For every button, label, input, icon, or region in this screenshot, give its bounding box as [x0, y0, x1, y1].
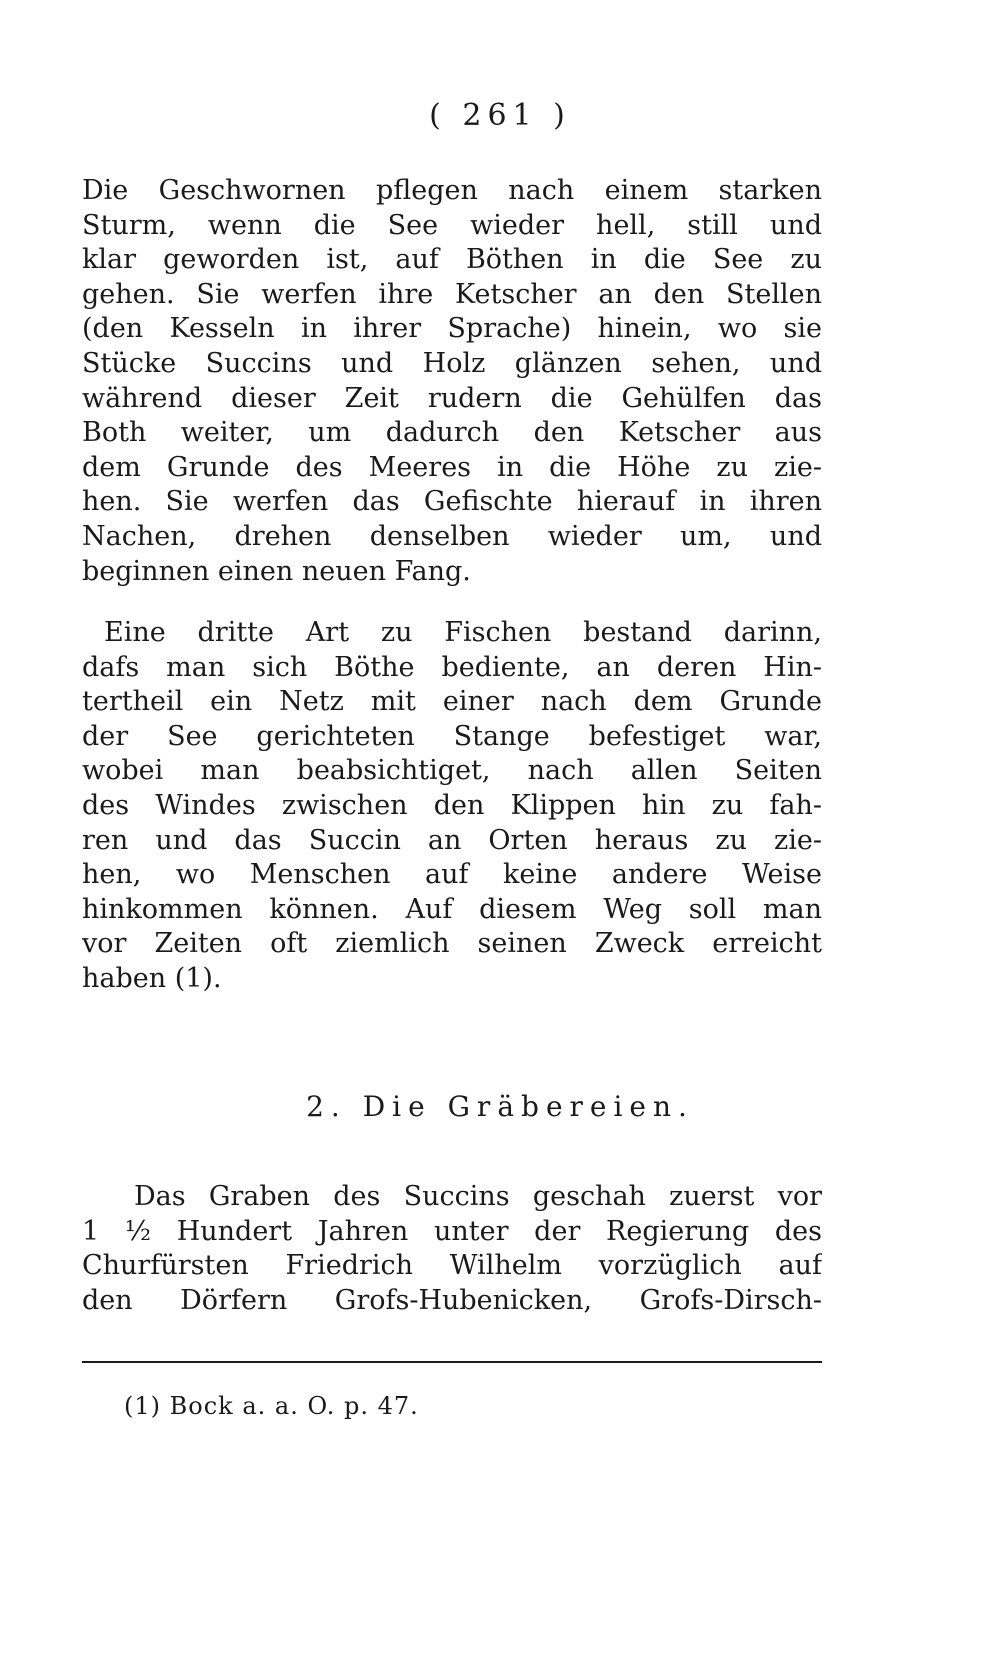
paragraph-geschwornen: [82, 174, 822, 589]
text-line: ren und das Succin an Orten heraus zu zie-: [82, 824, 822, 856]
text-line: wobei man beabsichtiget, nach allen Seiten: [82, 755, 822, 787]
text-line: des Windes zwischen den Klippen hin zu fah-: [82, 789, 822, 821]
text-line: Das Graben des Succins geschah zuerst vor: [134, 1181, 822, 1212]
text-line: dem Grunde des Meeres in die Höhe zu zie-: [82, 451, 822, 483]
text-line: klar geworden ist, auf Böthen in die See zu: [82, 244, 822, 276]
text-line: Nachen, drehen denselben wieder um, und: [82, 520, 822, 552]
text-line: beginnen einen neuen Fang.: [82, 555, 471, 587]
text-line: den Dörfern Grofs-Hubenicken, Grofs-Dirsch-: [82, 1284, 822, 1316]
paragraph-graben: [82, 1180, 822, 1318]
footnote: (1) Bock a. a. O. p. 47.: [124, 1392, 419, 1420]
text-line: (den Kesseln in ihrer Sprache) hinein, wo sie: [82, 313, 822, 345]
text-line: tertheil ein Netz mit einer nach dem Grunde: [82, 686, 822, 718]
text-line: hen, wo Menschen auf keine andere Weise: [82, 859, 822, 891]
paragraph-dritte-art: [82, 616, 822, 997]
text-line: gehen. Sie werfen ihre Ketscher an den Stellen: [82, 278, 822, 310]
text-line: Churfürsten Friedrich Wilhelm vorzüglich auf: [82, 1250, 822, 1282]
text-line: Both weiter, um dadurch den Ketscher aus: [82, 417, 822, 449]
text-line: Stücke Succins und Holz glänzen sehen, und: [82, 347, 822, 379]
text-line: der See gerichteten Stange befestiget war,: [82, 720, 822, 752]
text-line: haben (1).: [82, 962, 222, 994]
text-line: 1 ½ Hundert Jahren unter der Regierung des: [82, 1215, 822, 1247]
text-line: hen. Sie werfen das Gefischte hierauf in ihren: [82, 486, 822, 518]
page-number: ( 261 ): [429, 98, 571, 133]
text-line: vor Zeiten oft ziemlich seinen Zweck erreicht: [82, 928, 822, 960]
footnote-divider: [82, 1361, 822, 1363]
text-line: dafs man sich Böthe bediente, an deren Hin-: [82, 651, 822, 683]
section-heading: 2. Die Gräbereien.: [306, 1090, 694, 1123]
text-line: während dieser Zeit rudern die Gehülfen das: [82, 382, 822, 414]
text-line: hinkommen können. Auf diesem Weg soll man: [82, 893, 822, 925]
text-line: Eine dritte Art zu Fischen bestand darinn,: [104, 617, 822, 648]
text-line: Sturm, wenn die See wieder hell, still und: [82, 209, 822, 241]
text-line: Die Geschwornen pflegen nach einem starken: [82, 175, 822, 206]
